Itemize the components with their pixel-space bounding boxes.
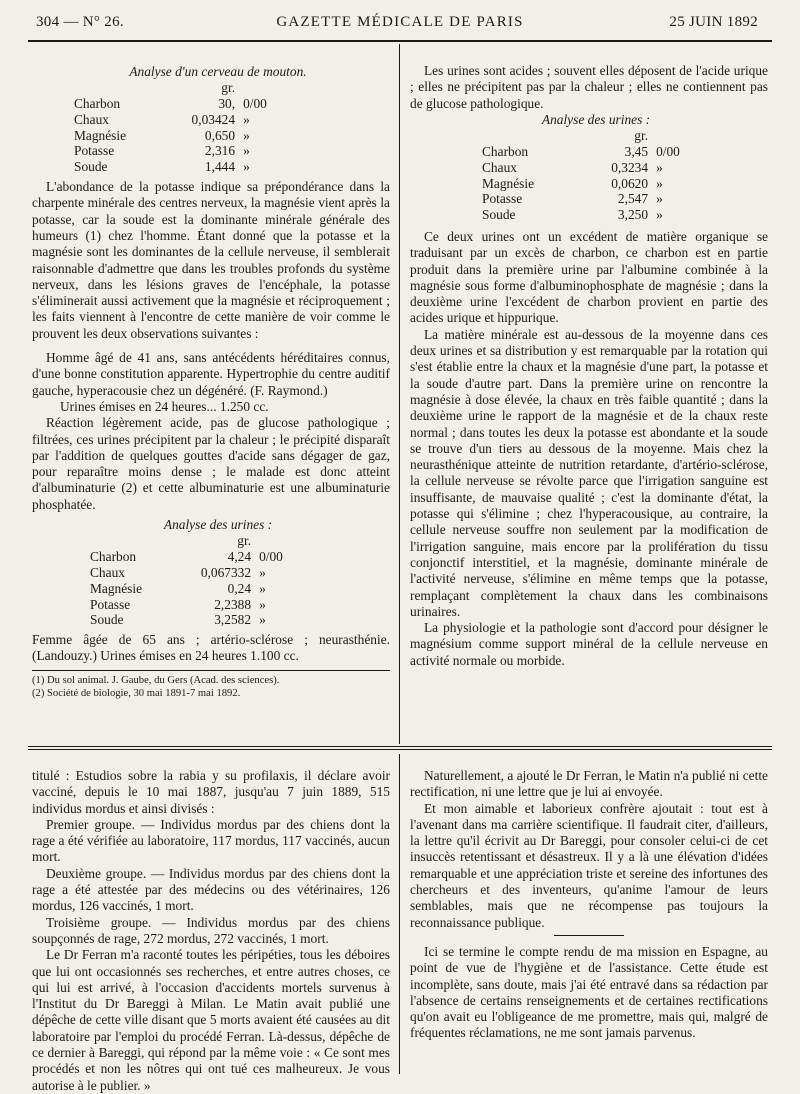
table-row: Magnésie 0,24 » xyxy=(90,580,266,596)
paragraph: L'abondance de la potasse indique sa prépondérance dans la charpente minérale des centres nerveux, la magnésie vient après la potasse, car la soude est la dominante minérale générale des humeurs (1) chez l'homme. Étant donné que la potasse et la magnésie sont les dominantes de la cellule nerveuse, il semblerait raisonnable d'admettre que dans les troubles profonds du système nerveux, dans les lésions graves de l'encéphale, la potasse s'éliminerait aussi activement que la magnésie et réciproquement ; les faits viennent à l'encontre de cette manière de voir comme le prouvent les deux observations suivantes : xyxy=(32,179,390,341)
paragraph: Les urines sont acides ; souvent elles déposent de l'acide urique ; elles ne précipitent pas par la chaleur ; elles ne contiennent pas de glucose pathologique. xyxy=(410,63,768,111)
paragraph: Et mon aimable et laborieux confrère ajoutait : tout est à l'avenant dans ma carrière scientifique. Il faudrait citer, d'ailleurs, la lettre qu'il écrivit au Dr Bareggi, pour consoler celui-ci de cet insuccès retentissant et désastreux. Il y a là une élévation d'idées remarquable et une appréciation triste et sereine des infortunes des chercheurs et des inventeurs, qu'anime l'amour de leurs semblables, mais que ne récompense pas toujours la reconnaissance publique. xyxy=(410,800,768,930)
column-rule-top xyxy=(399,44,400,744)
brain-analysis-caption: Analyse d'un cerveau de mouton. xyxy=(129,64,307,79)
table-row: Soude 3,250 » xyxy=(482,207,663,223)
footnote: (1) Du sol animal. J. Gaube, du Gers (Acad. des sciences). xyxy=(32,674,280,686)
left-column-top xyxy=(32,64,390,700)
table-row: Potasse 2,547 » xyxy=(482,191,663,207)
paragraph: Femme âgée de 65 ans ; artério-sclérose ; neurasthénie. (Landouzy.) Urines émises en 24 heures 1.100 cc. xyxy=(32,632,390,664)
urine-analysis-table xyxy=(482,128,680,223)
page-number: 304 — N° 26. xyxy=(36,14,124,30)
table-row: Potasse 2,316 » xyxy=(74,143,250,159)
table-row: Charbon 3,45 0/00 xyxy=(482,143,680,159)
table-row: Charbon 30, 0/00 xyxy=(74,96,267,112)
section-separator xyxy=(554,935,624,936)
section-rule-double-b xyxy=(28,749,772,750)
right-column-top xyxy=(410,63,768,669)
urine-analysis-caption: Analyse des urines : xyxy=(163,517,273,533)
paragraph: Urines émises en 24 heures... 1.250 cc. xyxy=(60,398,269,414)
table-row: Magnésie 0,650 » xyxy=(74,127,250,143)
urine-analysis-table xyxy=(90,533,283,628)
footnote: (2) Société de biologie, 30 mai 1891-7 mai 1892. xyxy=(32,687,241,699)
urine-analysis-caption: Analyse des urines : xyxy=(541,111,651,127)
issue-date: 25 JUIN 1892 xyxy=(669,14,758,30)
paragraph: Réaction légèrement acide, pas de glucose pathologique ; filtrées, ces urines précipitent par la chaleur ; le précipité disparaît par l'addition de quelques gouttes d'acide sans dégager de gaz, pour reparaître moins dense ; le malade est donc atteint d'albuminaturie (2) et cette albuminaturie est une albuminaturie phosphatée. xyxy=(32,415,390,512)
footnotes xyxy=(32,674,390,700)
table-row: Chaux 0,03424 » xyxy=(74,111,250,127)
unit-header: gr. xyxy=(634,128,649,144)
paragraph: Ce deux urines ont un excédent de matière organique se traduisant par un excès de charbon, ce charbon est en partie produit dans la première urine par l'albumine combinée à la magnésie sous forme d'albuminophosphate de magnésie ; dans la deuxième urine l'excédent de charbon provient en partie des acides urique et hippurique. xyxy=(410,228,768,326)
paragraph: Troisième groupe. — Individus mordus par des chiens soupçonnés de rage, 272 mordus, 272 vaccinés, 1 mort. xyxy=(32,914,390,946)
paragraph: Homme âgé de 41 ans, sans antécédents héréditaires connus, d'une bonne constitution apparente. Hypertrophie du centre auditif gauche, hyperacousie chez un dégénéré. (F. Raymond.) xyxy=(32,350,390,398)
table-row: Soude 1,444 » xyxy=(74,159,250,175)
column-rule-bottom xyxy=(399,754,400,1074)
table-row: Chaux 0,067332 » xyxy=(90,564,266,580)
footnote-rule xyxy=(32,670,390,671)
table-row: Potasse 2,2388 » xyxy=(90,596,266,612)
section-rule-double-a xyxy=(28,746,772,747)
journal-title: GAZETTE MÉDICALE DE PARIS xyxy=(276,14,524,30)
unit-header: gr. xyxy=(237,533,252,549)
table-row: Charbon 4,24 0/00 xyxy=(90,549,283,565)
paragraph: Le Dr Ferran m'a raconté toutes les péripéties, tous les déboires que lui ont occasionnés ses recherches, et entre autres choses, ce qui lui est arrivé, à l'occasion d'accidents mortels survenus à l'Institut du Dr Bareggi à Milan. Le Matin avait publié une dépêche de cette ville disant que 5 morts avaient été causées au dit laboratoire par l'emploi du procédé Ferran. Là-dessus, dépêche de ce dernier à Bareggi, qui répond par la même voie : « Ce sont mes procédés et non les nôtres qui ont tué ces malheureux. Je vous autorise à le publier. » xyxy=(32,947,390,1093)
paragraph: titulé : Estudios sobre la rabia y su profilaxis, il déclare avoir vacciné, depuis le 10 mai 1887, jusqu'au 7 juin 1889, 515 individus mordus et ainsi divisés : xyxy=(32,768,390,816)
left-column-bottom xyxy=(32,768,390,1094)
paragraph: Premier groupe. — Individus mordus par des chiens dont la rage a été vérifiée au laboratoire, 117 mordus, 117 vaccinés, aucun mort. xyxy=(32,816,390,865)
table-row: Magnésie 0,0620 » xyxy=(482,175,663,191)
right-column-bottom xyxy=(410,768,768,1042)
header-rule xyxy=(28,40,772,42)
page-header xyxy=(28,14,772,38)
paragraph: Deuxième groupe. — Individus mordus par des chiens dont la rage a été attestée par des médecins ou des vétérinaires, 126 mordus, 126 vaccinés, 1 mort. xyxy=(32,865,390,914)
table-row: Soude 3,2582 » xyxy=(90,612,266,628)
paragraph: La physiologie et la pathologie sont d'accord pour désigner le magnésium comme support minéral de la cellule nerveuse en activité normale ou morbide. xyxy=(410,620,768,668)
paragraph: Ici se termine le compte rendu de ma mission en Espagne, au point de vue de l'hygiène et de l'assistance. Cette étude est incomplète, sans doute, mais j'ai été entravé dans sa rédaction par l'absence de certains renseignements et de certaines rectifications qu'on avait eu l'obligeance de me promettre, mais qui, malgré de fréquentes réclamations, ne me sont jamais parvenus. xyxy=(410,943,768,1041)
paragraph: Naturellement, a ajouté le Dr Ferran, le Matin n'a publié ni cette rectification, ni une lettre que je lui ai envoyée. xyxy=(410,768,768,800)
table-row: Chaux 0,3234 » xyxy=(482,159,663,175)
unit-header: gr. xyxy=(221,80,236,96)
paragraph: La matière minérale est au-dessous de la moyenne dans ces deux urines et sa distribution y est remarquable par la rotation qui s'est établie entre la chaux et la magnésie d'une part, la potasse et la soude d'autre part. Dans la première urine on rencontre la magnésie à dose élevée, la chaux en très faible quantité ; dans la deuxième urine le rapport de la magnésie et de la chaux reste normal ; dans toutes les deux la potasse est abondante et la soude se trouve d'un tiers au dessous de la moyenne. Mais chez la neurasthénique atteinte de nutrition retardante, d'artério-sclérose, la cellule nerveuse se révolte parce que l'irrigation sanguine est insuffisante, de mauvaise qualité ; c'est la dominante d'état, la potasse qui s'élimine ; chez l'hyperacousique, au contraire, la cellule nerveuse souffre non seulement par la modification de l'irrigation sanguine, mais encore par la prolifération du tissu conjonctif interstitiel, et la magnésie, dominante minérale de l'activité nerveuse, s'élimine en même temps que la potasse, remplaçant complètement la chaux dans les combinaisons urinaires. xyxy=(410,326,768,619)
brain-analysis-table xyxy=(74,80,267,175)
